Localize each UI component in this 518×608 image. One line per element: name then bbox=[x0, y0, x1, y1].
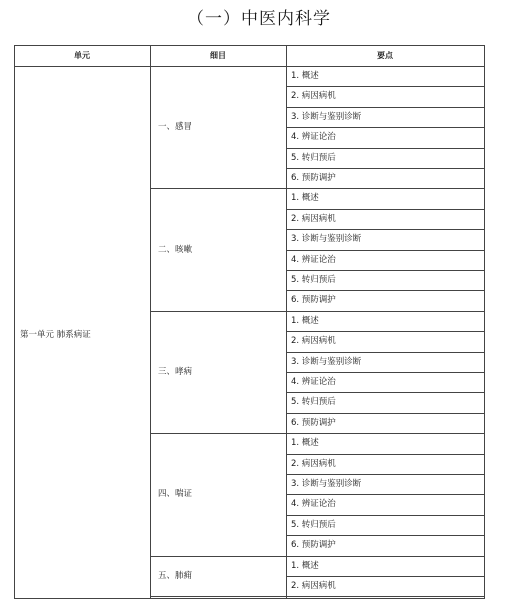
header-points: 要点 bbox=[377, 51, 393, 60]
row-divider bbox=[286, 372, 485, 373]
row-divider bbox=[286, 474, 485, 475]
row-divider bbox=[286, 515, 485, 516]
list-item: 5. 转归预后 bbox=[291, 519, 336, 530]
list-item: 1. 概述 bbox=[291, 71, 319, 81]
list-item: 6. 预防调护 bbox=[291, 540, 336, 551]
list-item: 5. 转归预后 bbox=[291, 152, 336, 163]
list-item: 2. 病因病机 bbox=[291, 458, 336, 469]
list-item: 3. 诊断与鉴别诊断 bbox=[291, 234, 362, 245]
section-name: 四、喘证 bbox=[158, 489, 193, 500]
row-divider bbox=[286, 168, 485, 169]
list-item: 3. 诊断与鉴别诊断 bbox=[291, 479, 362, 489]
list-item: 6. 预防调护 bbox=[291, 173, 336, 183]
list-item: 3. 诊断与鉴别诊断 bbox=[291, 111, 362, 122]
table-border-top bbox=[14, 45, 485, 46]
list-item: 2. 病因病机 bbox=[291, 91, 336, 102]
header-unit: 单元 bbox=[74, 51, 90, 60]
list-item: 4. 辨证论治 bbox=[291, 377, 336, 387]
table-border-left bbox=[14, 45, 15, 598]
list-item: 5. 转归预后 bbox=[291, 275, 336, 285]
row-divider bbox=[286, 270, 485, 271]
list-item: 4. 辨证论治 bbox=[291, 254, 336, 265]
row-divider bbox=[286, 576, 485, 577]
row-divider bbox=[286, 494, 485, 495]
list-item: 1. 概述 bbox=[291, 438, 319, 449]
section-divider bbox=[150, 596, 485, 597]
list-item: 6. 预防调护 bbox=[291, 295, 336, 306]
section-divider bbox=[150, 188, 485, 189]
row-divider bbox=[286, 454, 485, 455]
list-item: 1. 概述 bbox=[291, 315, 319, 326]
row-divider bbox=[286, 148, 485, 149]
section-divider bbox=[150, 433, 485, 434]
row-divider bbox=[286, 86, 485, 87]
table-border-bottom bbox=[14, 598, 485, 599]
row-divider bbox=[286, 250, 485, 251]
list-item: 5. 转归预后 bbox=[291, 397, 336, 408]
section-divider bbox=[150, 311, 485, 312]
list-item: 4. 辨证论治 bbox=[291, 132, 336, 143]
row-divider bbox=[286, 127, 485, 128]
section-name: 三、哮病 bbox=[158, 367, 193, 377]
list-item: 2. 病因病机 bbox=[291, 213, 336, 224]
list-item: 2. 病因病机 bbox=[291, 336, 336, 347]
list-item: 1. 概述 bbox=[291, 560, 319, 571]
header-divider bbox=[14, 66, 485, 67]
list-item: 3. 诊断与鉴别诊断 bbox=[291, 356, 362, 367]
row-divider bbox=[286, 331, 485, 332]
row-divider bbox=[286, 209, 485, 210]
section-divider bbox=[150, 556, 485, 557]
row-divider bbox=[286, 413, 485, 414]
row-divider bbox=[286, 290, 485, 291]
list-item: 2. 病因病机 bbox=[291, 581, 336, 591]
row-divider bbox=[286, 352, 485, 353]
row-divider bbox=[286, 392, 485, 393]
list-item: 1. 概述 bbox=[291, 193, 319, 204]
header-detail: 细目 bbox=[210, 51, 226, 60]
row-divider bbox=[286, 107, 485, 108]
unit-label: 第一单元 肺系病证 bbox=[20, 330, 91, 340]
section-name: 一、感冒 bbox=[158, 122, 193, 133]
page-title: （一）中医内科学 bbox=[187, 9, 331, 29]
list-item: 6. 预防调护 bbox=[291, 417, 336, 428]
section-name: 五、肺痈 bbox=[158, 571, 193, 581]
list-item: 4. 辨证论治 bbox=[291, 499, 336, 510]
section-name: 二、咳嗽 bbox=[158, 244, 193, 255]
row-divider bbox=[286, 535, 485, 536]
row-divider bbox=[286, 229, 485, 230]
column-divider-1 bbox=[150, 45, 151, 598]
